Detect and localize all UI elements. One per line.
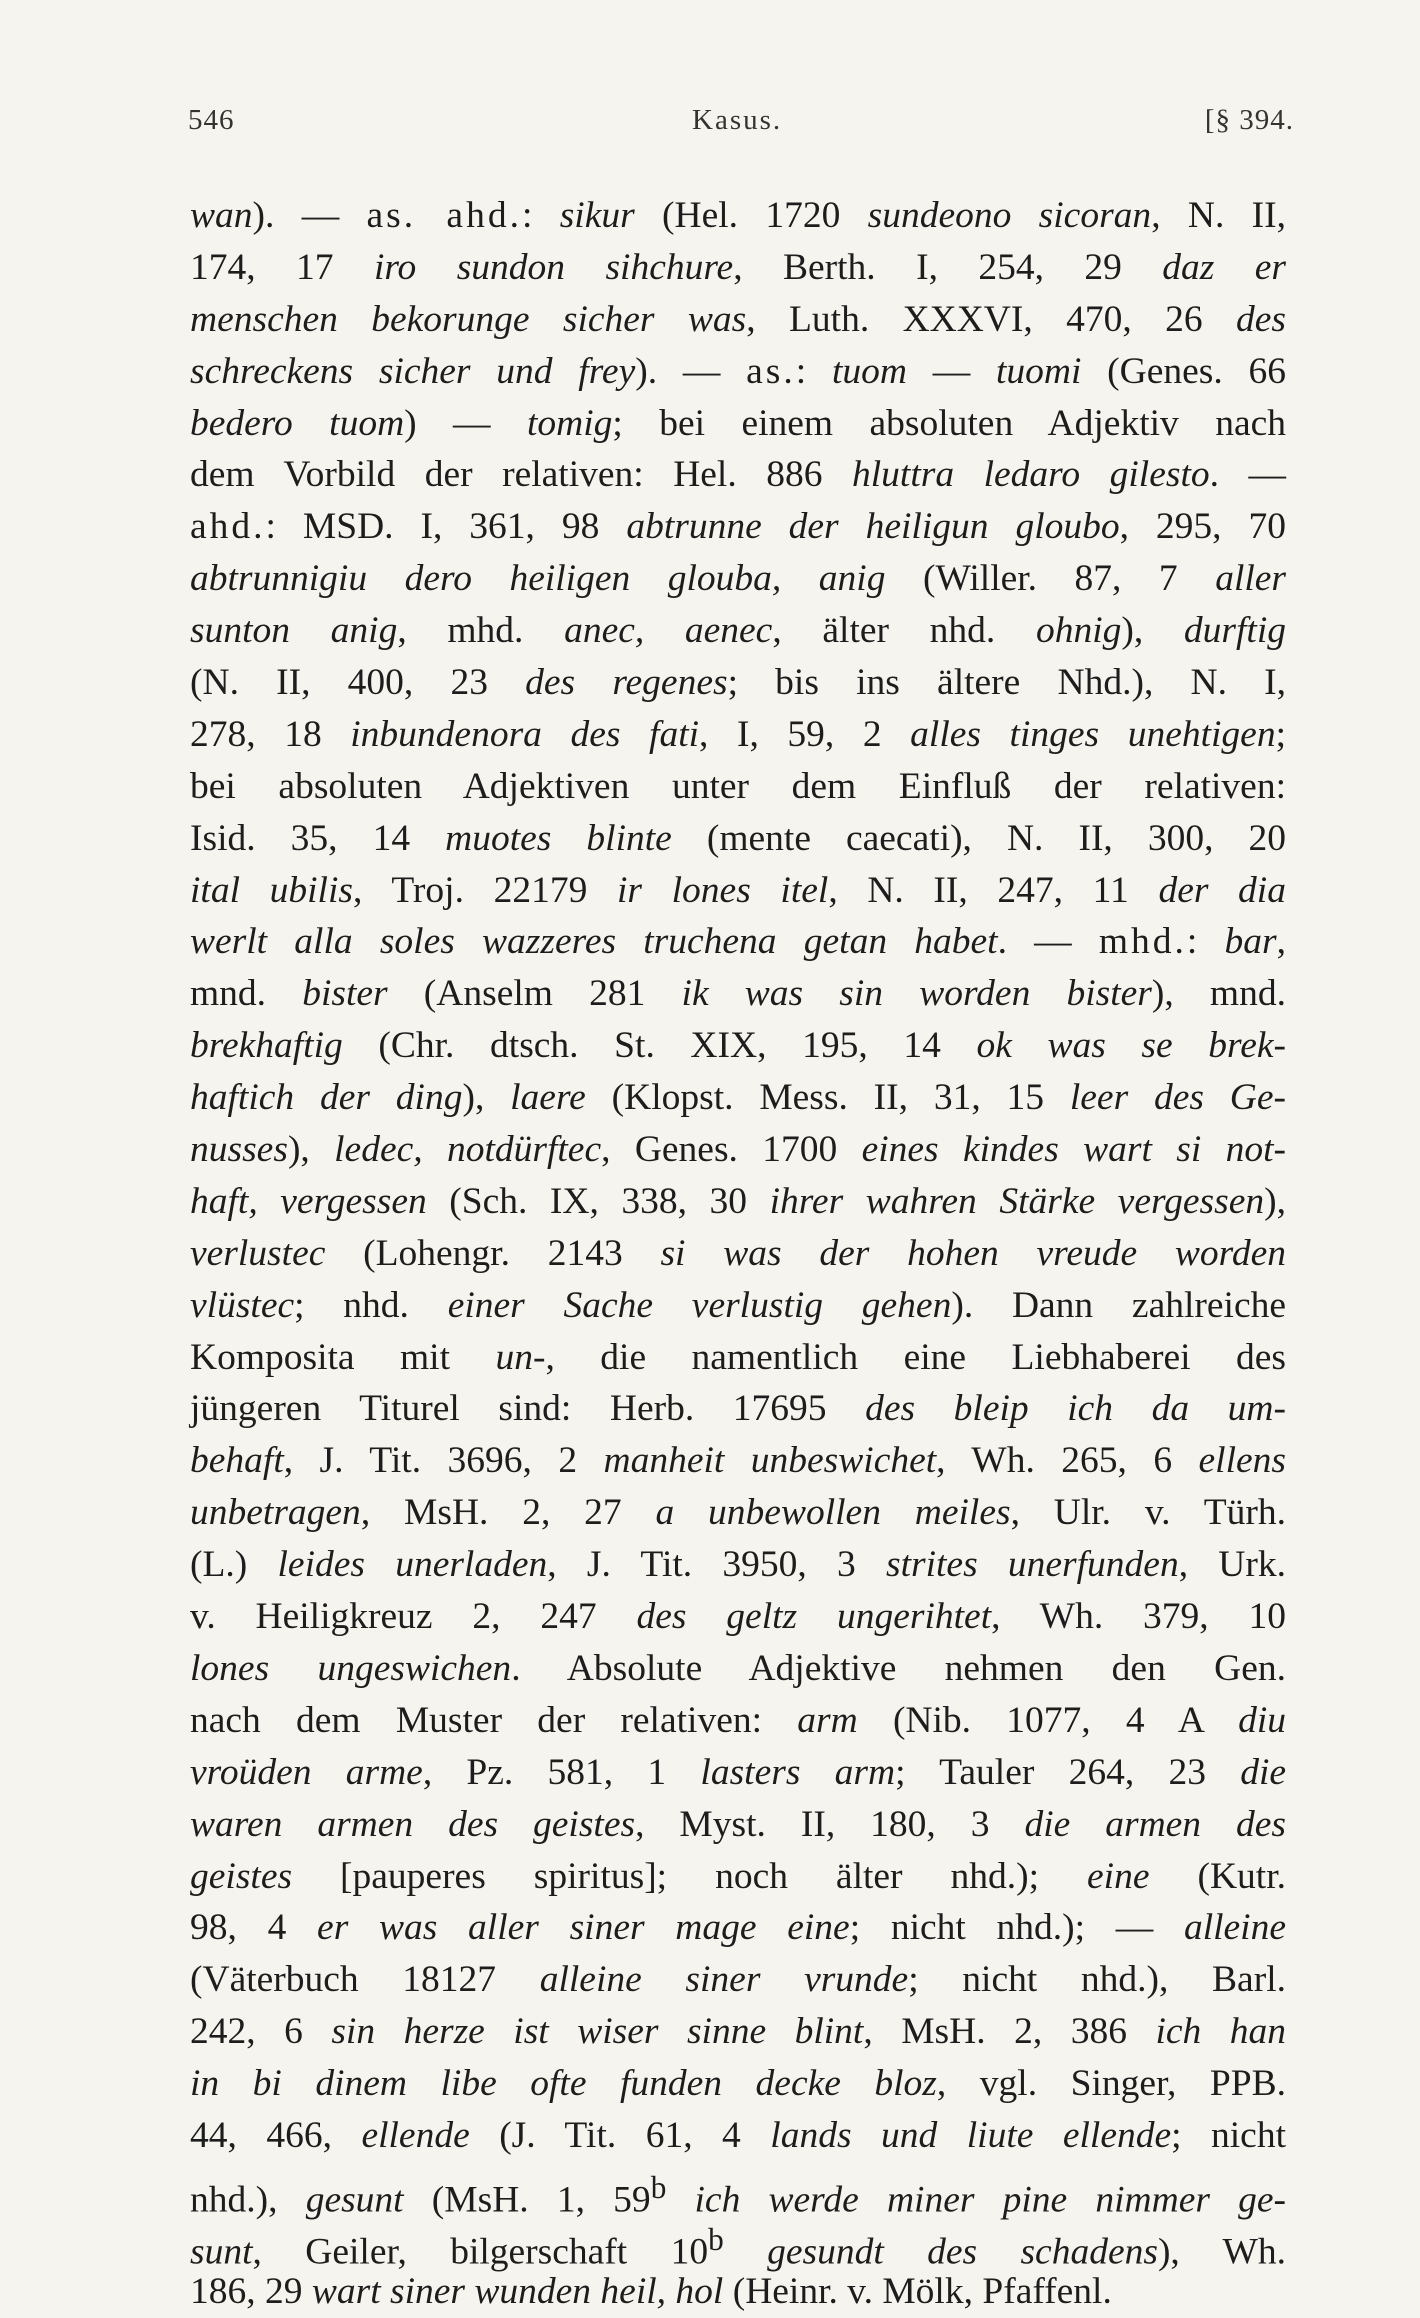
text-line: (Väterbuch 18127 alleine siner vrunde; nicht nhd.), Barl. — [190, 1959, 1286, 2001]
text-line: (N. II, 400, 23 des regenes; bis ins ältere Nhd.), N. I, — [190, 662, 1287, 704]
text-line: haft, vergessen (Sch. IX, 338, 30 ihrer wahren Stärke vergessen), — [190, 1180, 1287, 1222]
text-line: ahd.: MSD. I, 361, 98 abtrunne der heiligun gloubo, 295, 70 — [190, 506, 1286, 548]
text-line: vroüden arme, Pz. 581, 1 lasters arm; Tauler 264, 23 die — [190, 1751, 1287, 1793]
page-number: 546 — [188, 104, 235, 136]
text-line: geistes [pauperes spiritus]; noch älter nhd.); eine (Kutr. — [190, 1855, 1286, 1897]
text-line: wan). — as. ahd.: sikur (Hel. 1720 sundeono sicoran, N. II, — [190, 195, 1286, 236]
text-line: lones ungeswichen. Absolute Adjektive nehmen den Gen. — [190, 1647, 1286, 1689]
section-marker: [§ 394. — [1204, 104, 1294, 136]
text-line: 98, 4 er was aller siner mage eine; nicht nhd.); — alleine — [190, 1907, 1286, 1949]
text-line: bedero tuom) — tomig; bei einem absoluten Adjektiv nach — [190, 402, 1286, 444]
text-line: Komposita mit un-, die namentlich eine Liebhaberei des — [190, 1336, 1286, 1378]
text-line: behaft, J. Tit. 3696, 2 manheit unbeswichet, Wh. 265, 6 ellens — [190, 1440, 1287, 1482]
text-line: abtrunnigiu dero heiligen glouba, anig (Willer. 87, 7 aller — [190, 558, 1287, 600]
text-line: werlt alla soles wazzeres truchena getan habet. — mhd.: bar, — [190, 921, 1287, 963]
text-line: unbetragen, MsH. 2, 27 a unbewollen meiles, Ulr. v. Türh. — [190, 1492, 1286, 1534]
text-line: bei absoluten Adjektiven unter dem Einfluß der relativen: — [190, 765, 1286, 807]
text-line: ital ubilis, Troj. 22179 ir lones itel, N. II, 247, 11 der dia — [190, 869, 1286, 911]
running-title: Kasus. — [692, 104, 783, 136]
text-line: nach dem Muster der relativen: arm (Nib. 1077, 4 A diu — [190, 1699, 1286, 1741]
text-line: brekhaftig (Chr. dtsch. St. XIX, 195, 14 ok was se brek- — [190, 1025, 1287, 1067]
text-line: verlustec (Lohengr. 2143 si was der hohen vreude worden — [190, 1232, 1286, 1274]
text-line: menschen bekorunge sicher was, Luth. XXXVI, 470, 26 des — [190, 298, 1286, 340]
text-line: 186, 29 wart siner wunden heil, hol (Heinr. v. Mölk, Pfaffenl. — [190, 2270, 1112, 2312]
text-line: jüngeren Titurel sind: Herb. 17695 des bleip ich da um- — [190, 1388, 1287, 1430]
running-header — [188, 104, 1294, 148]
text-line: mnd. bister (Anselm 281 ik was sin worden bister), mnd. — [190, 973, 1286, 1015]
text-line: sunt, Geiler, bilgerschaft 10$^b$ gesundt des schadens), Wh. — [190, 2221, 1287, 2273]
text-line: dem Vorbild der relativen: Hel. 886 hluttra ledaro gilesto. — — [190, 454, 1287, 496]
text-line: vlüstec; nhd. einer Sache verlustig gehen). Dann zahlreiche — [190, 1284, 1286, 1326]
text-line: haftich der ding), laere (Klopst. Mess. II, 31, 15 leer des Ge- — [190, 1077, 1286, 1119]
text-line: nusses), ledec, notdürftec, Genes. 1700 eines kindes wart si not- — [190, 1129, 1286, 1171]
text-line: (L.) leides unerladen, J. Tit. 3950, 3 strites unerfunden, Urk. — [190, 1544, 1286, 1586]
text-line: waren armen des geistes, Myst. II, 180, 3 die armen des — [190, 1803, 1286, 1845]
text-line: v. Heiligkreuz 2, 247 des geltz ungerihtet, Wh. 379, 10 — [190, 1596, 1287, 1638]
text-line: 278, 18 inbundenora des fati, I, 59, 2 alles tinges unehtigen; — [190, 713, 1286, 755]
text-line: in bi dinem libe ofte funden decke bloz, vgl. Singer, PPB. — [190, 2063, 1286, 2105]
text-line: 242, 6 sin herze ist wiser sinne blint, MsH. 2, 386 ich han — [190, 2011, 1286, 2053]
text-line: Isid. 35, 14 muotes blinte (mente caecati), N. II, 300, 20 — [190, 817, 1287, 859]
text-line: 174, 17 iro sundon sihchure, Berth. I, 254, 29 daz er — [190, 246, 1287, 288]
text-line: 44, 466, ellende (J. Tit. 61, 4 lands und liute ellende; nicht — [190, 2114, 1286, 2156]
text-line: nhd.), gesunt (MsH. 1, 59$^b$ ich werde miner pine nimmer ge- — [190, 2169, 1286, 2221]
text-line: sunton anig, mhd. anec, aenec, älter nhd. ohnig), durftig — [190, 610, 1286, 652]
text-line: schreckens sicher und frey). — as.: tuom — tuomi (Genes. 66 — [190, 350, 1286, 392]
main-text — [190, 190, 1286, 2318]
